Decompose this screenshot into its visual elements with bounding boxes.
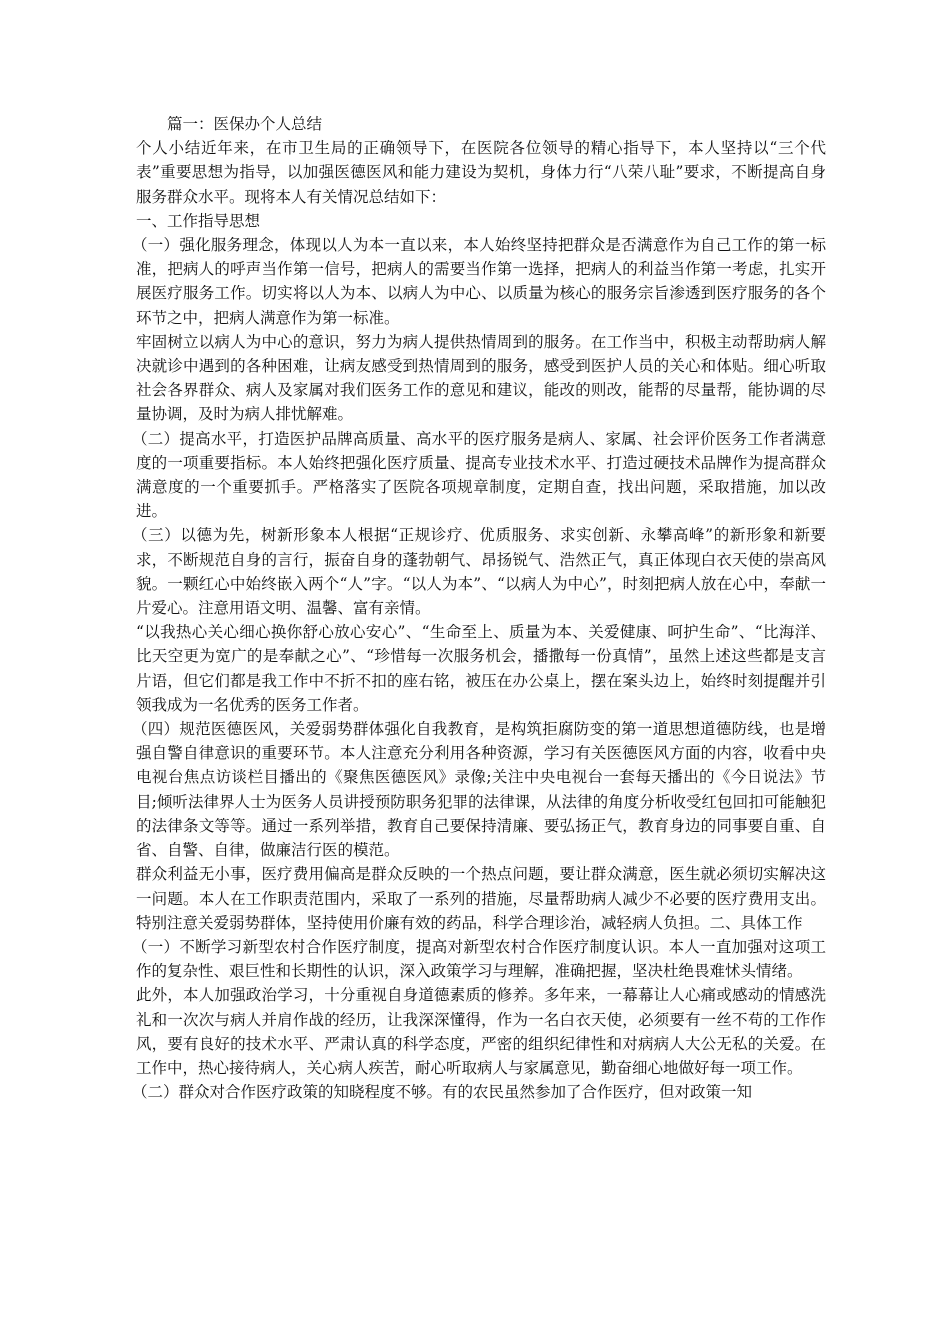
paragraph-morality-first: （三）以德为先，树新形象本人根据“正规诊疗、优质服务、求实创新、永攀高峰”的新形象和新要求，不断规范自身的言行，振奋自身的蓬勃朝气、昂扬锐气、浩然正气，真正体现白衣天使的崇高风貌。一颗红心中始终嵌入两个“人”字。“以人为本”、“以病人为中心”，时刻把病人放在心中，奉献一片爱心。注意用语文明、温馨、富有亲情。: [132, 526, 826, 618]
paragraph-patient-centered: 牢固树立以病人为中心的意识，努力为病人提供热情周到的服务。在工作当中，积极主动帮助病人解决就诊中遇到的各种困难，让病友感受到热情周到的服务，感受到医护人员的关心和体贴。细心听取社会各界群众、病人及家属对我们医务工作的意见和建议，能改的则改，能帮的尽量帮，能协调的尽量协调，及时为病人排忧解难。: [136, 332, 826, 424]
paragraph-political-study: 此外，本人加强政治学习，十分重视自身道德素质的修养。多年来，一幕幕让人心痛或感动的情感洗礼和一次次与病人并肩作战的经历，让我深深懂得，作为一名白衣天使，必须要有一丝不苟的工作作风，要有良好的技术水平、严肃认真的科学态度，严密的组织纪律性和对病病人大公无私的关爱。在工作中，热心接待病人，关心病人疾苦，耐心听取病人与家属意见，勤奋细心地做好每一项工作。: [136, 986, 826, 1077]
paragraph-cooperative-medical: （一）不断学习新型农村合作医疗制度，提高对新型农村合作医疗制度认识。本人一直加强对这项工作的复杂性、艰巨性和长期性的认识，深入政策学习与理解，准确把握，坚决杜绝畏难怵头情绪。: [132, 937, 826, 981]
paragraph-service-concept: （一）强化服务理念，体现以人为本一直以来，本人始终坚持把群众是否满意作为自己工作的第一标准，把病人的呼声当作第一信号，把病人的需要当作第一选择，把病人的利益当作第一考虑，扎实开展医疗服务工作。切实将以人为本、以病人为中心、以质量为核心的服务宗旨渗透到医疗服务的各个环节之中，把病人满意作为第一标准。: [132, 236, 826, 327]
paragraph-policy-awareness: （二）群众对合作医疗政策的知晓程度不够。有的农民虽然参加了合作医疗，但对政策一知: [132, 1083, 753, 1102]
paragraph-medical-ethics: （四）规范医德医风，关爱弱势群体强化自我教育，是构筑拒腐防变的第一道思想道德防线，也是增强自警自律意识的重要环节。本人注意充分利用各种资源，学习有关医德医风方面的内容，收看中央电视台焦点访谈栏目播出的《聚焦医德医风》录像;关注中央电视台一套每天播出的《今日说法》节目;倾听法律界人士为医务人员讲授预防职务犯罪的法律课，从法律的角度分析收受红包回扣可能触犯的法律条文等等。通过一系列举措，教育自己要保持清廉、要弘扬正气，教育身边的同事要自重、自省、自警、自律，做廉洁行医的模范。: [132, 720, 826, 860]
document-title: 篇一：医保办个人总结: [167, 115, 323, 133]
paragraph-mottos: “以我热心关心细心换你舒心放心安心”、“生命至上、质量为本、关爱健康、呵护生命”、“比海洋、比天空更为宽广的是奉献之心”、“珍惜每一次服务机会，播撒每一份真情”，虽然上述这些都是支言片语，但它们都是我工作中不折不扣的座右铭，被压在办公桌上，摆在案头边上，始终时刻提醒并引领我成为一名优秀的医务工作者。: [136, 623, 826, 714]
paragraph-public-interest: 群众利益无小事，医疗费用偏高是群众反映的一个热点问题，要让群众满意，医生就必须切实解决这一问题。本人在工作职责范围内，采取了一系列的措施，尽量帮助病人减少不必要的医疗费用支出。特别注意关爱弱势群体，坚持使用价廉有效的药品，科学合理诊治，减轻病人负担。二、具体工作: [136, 865, 826, 932]
paragraph-improve-level: （二）提高水平，打造医护品牌高质量、高水平的医疗服务是病人、家属、社会评价医务工作者满意度的一项重要指标。本人始终把强化医疗质量、提高专业技术水平、打造过硬技术品牌作为提高群众满意度的一个重要抓手。严格落实了医院各项规章制度，定期自查，找出问题，采取措施，加以改进。: [132, 429, 826, 521]
section-heading-guiding-thought: 一、工作指导思想: [136, 211, 261, 230]
document-page: [132, 112, 826, 1104]
paragraph-intro: 个人小结近年来，在市卫生局的正确领导下，在医院各位领导的精心指导下，本人坚持以“三个代表”重要思想为指导，以加强医德医风和能力建设为契机，身体力行“八荣八耻”要求，不断提高自身服务群众水平。现将本人有关情况总结如下：: [136, 139, 826, 206]
